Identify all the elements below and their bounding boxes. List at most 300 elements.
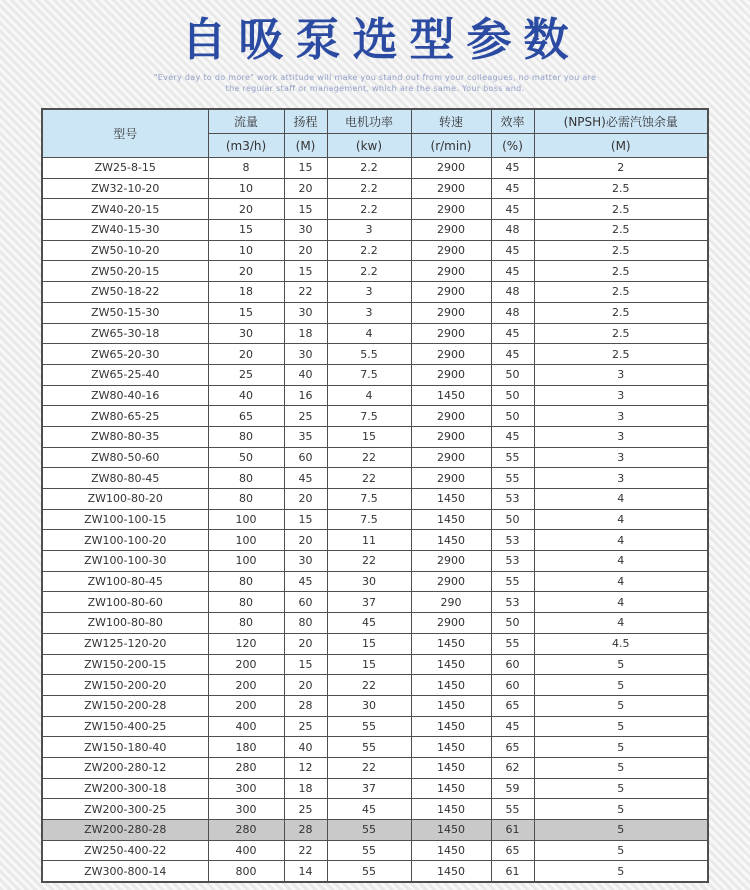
value-cell: 3 [534, 447, 708, 468]
value-cell: 5 [534, 695, 708, 716]
value-cell: 12 [284, 757, 327, 778]
value-cell: 1450 [411, 530, 491, 551]
banner-subtitle-line2: the regular staff or management, which are the same. Your boss and. [225, 84, 525, 93]
model-cell: ZW100-80-45 [42, 571, 208, 592]
value-cell: 2900 [411, 613, 491, 634]
value-cell: 2.5 [534, 240, 708, 261]
value-cell: 2.2 [327, 199, 411, 220]
value-cell: 15 [284, 199, 327, 220]
value-cell: 200 [208, 675, 284, 696]
value-cell: 2900 [411, 468, 491, 489]
table-row [42, 385, 708, 406]
value-cell: 48 [491, 220, 534, 241]
value-cell: 100 [208, 509, 284, 530]
value-cell: 59 [491, 778, 534, 799]
value-cell: 2 [534, 158, 708, 179]
model-cell: ZW150-200-28 [42, 695, 208, 716]
value-cell: 45 [491, 240, 534, 261]
value-cell: 100 [208, 530, 284, 551]
table-row [42, 323, 708, 344]
col-header-5: 效率 [491, 109, 534, 134]
model-cell: ZW50-10-20 [42, 240, 208, 261]
value-cell: 48 [491, 282, 534, 303]
value-cell: 14 [284, 861, 327, 882]
value-cell: 18 [284, 778, 327, 799]
model-cell: ZW100-80-80 [42, 613, 208, 634]
value-cell: 55 [327, 840, 411, 861]
model-cell: ZW65-20-30 [42, 344, 208, 365]
table-row [42, 613, 708, 634]
value-cell: 50 [491, 613, 534, 634]
table-row [42, 302, 708, 323]
table-row [42, 778, 708, 799]
value-cell: 55 [327, 820, 411, 841]
value-cell: 18 [208, 282, 284, 303]
model-cell: ZW80-65-25 [42, 406, 208, 427]
model-cell: ZW200-300-18 [42, 778, 208, 799]
table-row [42, 220, 708, 241]
value-cell: 80 [208, 571, 284, 592]
value-cell: 50 [491, 364, 534, 385]
value-cell: 45 [327, 799, 411, 820]
value-cell: 2900 [411, 199, 491, 220]
value-cell: 50 [208, 447, 284, 468]
value-cell: 2900 [411, 571, 491, 592]
value-cell: 4 [534, 551, 708, 572]
value-cell: 1450 [411, 799, 491, 820]
value-cell: 8 [208, 158, 284, 179]
value-cell: 7.5 [327, 364, 411, 385]
value-cell: 37 [327, 592, 411, 613]
table-row [42, 406, 708, 427]
value-cell: 53 [491, 592, 534, 613]
table-row [42, 344, 708, 365]
value-cell: 40 [284, 364, 327, 385]
col-header-model: 型号 [42, 109, 208, 158]
value-cell: 2.5 [534, 323, 708, 344]
value-cell: 45 [491, 199, 534, 220]
value-cell: 45 [491, 716, 534, 737]
table-row [42, 530, 708, 551]
value-cell: 5 [534, 716, 708, 737]
model-cell: ZW125-120-20 [42, 633, 208, 654]
value-cell: 40 [284, 737, 327, 758]
value-cell: 80 [208, 489, 284, 510]
model-cell: ZW150-200-20 [42, 675, 208, 696]
value-cell: 61 [491, 820, 534, 841]
col-unit-2: (M) [284, 134, 327, 158]
value-cell: 65 [491, 695, 534, 716]
value-cell: 45 [491, 323, 534, 344]
value-cell: 400 [208, 716, 284, 737]
model-cell: ZW50-18-22 [42, 282, 208, 303]
value-cell: 15 [284, 509, 327, 530]
value-cell: 290 [411, 592, 491, 613]
table-row [42, 489, 708, 510]
value-cell: 37 [327, 778, 411, 799]
value-cell: 30 [284, 344, 327, 365]
value-cell: 280 [208, 757, 284, 778]
model-cell: ZW50-15-30 [42, 302, 208, 323]
value-cell: 2900 [411, 282, 491, 303]
col-header-1: 流量 [208, 109, 284, 134]
value-cell: 53 [491, 530, 534, 551]
value-cell: 65 [491, 737, 534, 758]
model-cell: ZW150-400-25 [42, 716, 208, 737]
value-cell: 30 [284, 302, 327, 323]
value-cell: 15 [208, 302, 284, 323]
value-cell: 1450 [411, 861, 491, 882]
model-cell: ZW32-10-20 [42, 178, 208, 199]
value-cell: 5 [534, 757, 708, 778]
value-cell: 50 [491, 385, 534, 406]
table-row [42, 426, 708, 447]
table-row [42, 861, 708, 882]
model-cell: ZW40-20-15 [42, 199, 208, 220]
value-cell: 5 [534, 799, 708, 820]
model-cell: ZW200-300-25 [42, 799, 208, 820]
model-cell: ZW250-400-22 [42, 840, 208, 861]
value-cell: 55 [491, 447, 534, 468]
value-cell: 3 [534, 364, 708, 385]
table-row [42, 158, 708, 179]
value-cell: 53 [491, 551, 534, 572]
value-cell: 45 [284, 468, 327, 489]
value-cell: 20 [284, 633, 327, 654]
value-cell: 20 [284, 178, 327, 199]
value-cell: 5 [534, 778, 708, 799]
value-cell: 4 [534, 571, 708, 592]
col-unit-6: (M) [534, 134, 708, 158]
value-cell: 20 [284, 240, 327, 261]
value-cell: 15 [327, 426, 411, 447]
value-cell: 100 [208, 551, 284, 572]
value-cell: 20 [284, 530, 327, 551]
value-cell: 30 [284, 220, 327, 241]
table-row [42, 654, 708, 675]
table-row [42, 178, 708, 199]
value-cell: 2900 [411, 261, 491, 282]
table-row [42, 737, 708, 758]
model-cell: ZW150-180-40 [42, 737, 208, 758]
model-cell: ZW100-80-20 [42, 489, 208, 510]
page-title: 自吸泵选型参数 [181, 13, 581, 66]
model-cell: ZW80-40-16 [42, 385, 208, 406]
table-row [42, 447, 708, 468]
value-cell: 15 [208, 220, 284, 241]
value-cell: 61 [491, 861, 534, 882]
value-cell: 11 [327, 530, 411, 551]
col-header-4: 转速 [411, 109, 491, 134]
col-unit-4: (r/min) [411, 134, 491, 158]
value-cell: 7.5 [327, 509, 411, 530]
value-cell: 40 [208, 385, 284, 406]
table-row [42, 468, 708, 489]
value-cell: 55 [327, 716, 411, 737]
value-cell: 2900 [411, 364, 491, 385]
value-cell: 15 [284, 654, 327, 675]
value-cell: 5 [534, 861, 708, 882]
value-cell: 30 [208, 323, 284, 344]
value-cell: 5 [534, 820, 708, 841]
value-cell: 22 [327, 675, 411, 696]
value-cell: 2.2 [327, 178, 411, 199]
value-cell: 45 [491, 158, 534, 179]
value-cell: 18 [284, 323, 327, 344]
value-cell: 5 [534, 737, 708, 758]
value-cell: 15 [327, 654, 411, 675]
value-cell: 3 [327, 282, 411, 303]
model-cell: ZW80-80-35 [42, 426, 208, 447]
value-cell: 2900 [411, 323, 491, 344]
value-cell: 10 [208, 178, 284, 199]
value-cell: 120 [208, 633, 284, 654]
value-cell: 7.5 [327, 489, 411, 510]
table-row [42, 675, 708, 696]
value-cell: 2.2 [327, 158, 411, 179]
model-cell: ZW40-15-30 [42, 220, 208, 241]
table-row [42, 799, 708, 820]
value-cell: 200 [208, 695, 284, 716]
value-cell: 80 [208, 592, 284, 613]
value-cell: 20 [208, 344, 284, 365]
value-cell: 4 [327, 385, 411, 406]
value-cell: 300 [208, 799, 284, 820]
value-cell: 45 [491, 426, 534, 447]
table-header [42, 109, 708, 158]
value-cell: 22 [327, 551, 411, 572]
value-cell: 3 [534, 426, 708, 447]
value-cell: 1450 [411, 840, 491, 861]
value-cell: 22 [327, 757, 411, 778]
table-body [42, 158, 708, 883]
value-cell: 4.5 [534, 633, 708, 654]
value-cell: 55 [491, 571, 534, 592]
value-cell: 4 [534, 489, 708, 510]
value-cell: 2.5 [534, 199, 708, 220]
table-row [42, 695, 708, 716]
value-cell: 45 [284, 571, 327, 592]
value-cell: 55 [491, 633, 534, 654]
value-cell: 25 [284, 716, 327, 737]
model-cell: ZW300-800-14 [42, 861, 208, 882]
value-cell: 3 [327, 220, 411, 241]
value-cell: 2.5 [534, 220, 708, 241]
value-cell: 10 [208, 240, 284, 261]
value-cell: 1450 [411, 385, 491, 406]
value-cell: 1450 [411, 654, 491, 675]
model-cell: ZW80-50-60 [42, 447, 208, 468]
value-cell: 2900 [411, 447, 491, 468]
table-row [42, 633, 708, 654]
value-cell: 25 [284, 406, 327, 427]
value-cell: 45 [327, 613, 411, 634]
value-cell: 1450 [411, 489, 491, 510]
value-cell: 1450 [411, 778, 491, 799]
col-header-2: 扬程 [284, 109, 327, 134]
value-cell: 3 [534, 385, 708, 406]
value-cell: 1450 [411, 716, 491, 737]
table-row [42, 261, 708, 282]
value-cell: 20 [208, 199, 284, 220]
value-cell: 800 [208, 861, 284, 882]
value-cell: 1450 [411, 820, 491, 841]
table-row [42, 757, 708, 778]
value-cell: 4 [327, 323, 411, 344]
value-cell: 55 [327, 737, 411, 758]
value-cell: 45 [491, 178, 534, 199]
value-cell: 45 [491, 344, 534, 365]
model-cell: ZW65-25-40 [42, 364, 208, 385]
value-cell: 2900 [411, 426, 491, 447]
table-row [42, 571, 708, 592]
value-cell: 30 [327, 571, 411, 592]
value-cell: 1450 [411, 695, 491, 716]
col-unit-1: (m3/h) [208, 134, 284, 158]
table-row [42, 240, 708, 261]
value-cell: 22 [327, 447, 411, 468]
value-cell: 60 [284, 447, 327, 468]
value-cell: 20 [284, 675, 327, 696]
value-cell: 22 [284, 840, 327, 861]
value-cell: 7.5 [327, 406, 411, 427]
value-cell: 55 [327, 861, 411, 882]
value-cell: 1450 [411, 675, 491, 696]
value-cell: 4 [534, 613, 708, 634]
value-cell: 22 [327, 468, 411, 489]
col-header-3: 电机功率 [327, 109, 411, 134]
value-cell: 5.5 [327, 344, 411, 365]
value-cell: 50 [491, 509, 534, 530]
value-cell: 30 [327, 695, 411, 716]
value-cell: 2900 [411, 344, 491, 365]
value-cell: 80 [208, 426, 284, 447]
value-cell: 48 [491, 302, 534, 323]
value-cell: 2900 [411, 158, 491, 179]
model-cell: ZW65-30-18 [42, 323, 208, 344]
model-cell: ZW50-20-15 [42, 261, 208, 282]
col-unit-5: (%) [491, 134, 534, 158]
value-cell: 3 [327, 302, 411, 323]
value-cell: 15 [327, 633, 411, 654]
model-cell: ZW100-100-15 [42, 509, 208, 530]
value-cell: 2.5 [534, 282, 708, 303]
value-cell: 2.5 [534, 261, 708, 282]
value-cell: 1450 [411, 757, 491, 778]
value-cell: 80 [284, 613, 327, 634]
value-cell: 53 [491, 489, 534, 510]
value-cell: 300 [208, 778, 284, 799]
banner-subtitle-line1: "Every day to do more" work attitude will make you stand out from your colleagues, no matter you are [153, 73, 597, 82]
model-cell: ZW80-80-45 [42, 468, 208, 489]
value-cell: 60 [284, 592, 327, 613]
value-cell: 3 [534, 406, 708, 427]
model-cell: ZW25-8-15 [42, 158, 208, 179]
value-cell: 4 [534, 530, 708, 551]
value-cell: 50 [491, 406, 534, 427]
value-cell: 1450 [411, 737, 491, 758]
value-cell: 28 [284, 820, 327, 841]
value-cell: 62 [491, 757, 534, 778]
table-row [42, 199, 708, 220]
value-cell: 30 [284, 551, 327, 572]
table-row [42, 364, 708, 385]
value-cell: 80 [208, 468, 284, 489]
table-row [42, 551, 708, 572]
value-cell: 16 [284, 385, 327, 406]
model-cell: ZW200-280-12 [42, 757, 208, 778]
value-cell: 3 [534, 468, 708, 489]
table-row [42, 840, 708, 861]
value-cell: 280 [208, 820, 284, 841]
value-cell: 55 [491, 799, 534, 820]
value-cell: 5 [534, 840, 708, 861]
value-cell: 2.5 [534, 344, 708, 365]
table-row [42, 592, 708, 613]
pump-spec-table [41, 108, 709, 883]
value-cell: 60 [491, 654, 534, 675]
value-cell: 180 [208, 737, 284, 758]
value-cell: 400 [208, 840, 284, 861]
value-cell: 2.5 [534, 178, 708, 199]
table-row [42, 282, 708, 303]
value-cell: 2.2 [327, 240, 411, 261]
model-cell: ZW100-100-30 [42, 551, 208, 572]
table-row [42, 716, 708, 737]
value-cell: 55 [491, 468, 534, 489]
model-cell: ZW100-100-20 [42, 530, 208, 551]
value-cell: 35 [284, 426, 327, 447]
banner [0, 0, 750, 108]
value-cell: 65 [208, 406, 284, 427]
value-cell: 25 [208, 364, 284, 385]
value-cell: 2900 [411, 551, 491, 572]
value-cell: 2900 [411, 220, 491, 241]
value-cell: 15 [284, 261, 327, 282]
value-cell: 20 [208, 261, 284, 282]
value-cell: 1450 [411, 633, 491, 654]
col-header-6: (NPSH)必需汽蚀余量 [534, 109, 708, 134]
value-cell: 28 [284, 695, 327, 716]
value-cell: 4 [534, 509, 708, 530]
value-cell: 5 [534, 675, 708, 696]
value-cell: 80 [208, 613, 284, 634]
table-row [42, 509, 708, 530]
value-cell: 15 [284, 158, 327, 179]
value-cell: 20 [284, 489, 327, 510]
value-cell: 22 [284, 282, 327, 303]
value-cell: 2900 [411, 240, 491, 261]
value-cell: 25 [284, 799, 327, 820]
model-cell: ZW150-200-15 [42, 654, 208, 675]
model-cell: ZW200-280-28 [42, 820, 208, 841]
table-row [42, 820, 708, 841]
value-cell: 2900 [411, 406, 491, 427]
model-cell: ZW100-80-60 [42, 592, 208, 613]
value-cell: 60 [491, 675, 534, 696]
value-cell: 2.5 [534, 302, 708, 323]
value-cell: 2900 [411, 302, 491, 323]
value-cell: 2.2 [327, 261, 411, 282]
value-cell: 45 [491, 261, 534, 282]
value-cell: 5 [534, 654, 708, 675]
value-cell: 2900 [411, 178, 491, 199]
value-cell: 200 [208, 654, 284, 675]
value-cell: 65 [491, 840, 534, 861]
value-cell: 1450 [411, 509, 491, 530]
value-cell: 4 [534, 592, 708, 613]
col-unit-3: (kw) [327, 134, 411, 158]
